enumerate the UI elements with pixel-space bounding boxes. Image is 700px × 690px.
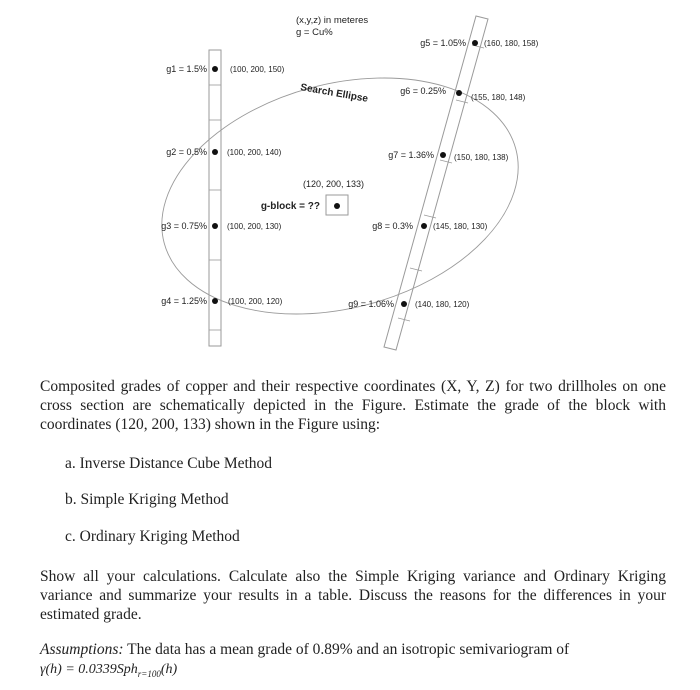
sample-coord: (100, 200, 150) xyxy=(230,65,285,74)
sample-label: g2 = 0.5% xyxy=(166,147,207,157)
sample-g6 xyxy=(400,86,525,102)
sample-point xyxy=(472,40,478,46)
sample-point xyxy=(212,66,218,72)
method-c: c. Ordinary Kriging Method xyxy=(65,528,240,545)
assumptions-body: The data has a mean grade of 0.89% and an isotropic semivariogram of xyxy=(123,641,570,658)
sample-label: g1 = 1.5% xyxy=(166,64,207,74)
sample-coord: (150, 180, 138) xyxy=(454,153,509,162)
sample-point xyxy=(212,223,218,229)
sample-coord: (155, 180, 148) xyxy=(471,93,526,102)
legend-coords: (x,y,z) in meteres xyxy=(296,15,369,26)
sample-label: g5 = 1.05% xyxy=(420,38,466,48)
sample-label: g6 = 0.25% xyxy=(400,86,446,96)
sample-point xyxy=(440,152,446,158)
sample-coord: (145, 180, 130) xyxy=(433,222,488,231)
sample-label: g4 = 1.25% xyxy=(161,296,207,306)
semivariogram-formula xyxy=(40,662,177,679)
assumptions xyxy=(40,640,666,659)
sample-coord: (140, 180, 120) xyxy=(415,300,470,309)
sample-label: g7 = 1.36% xyxy=(388,150,434,160)
block xyxy=(261,179,364,215)
formula-main: γ(h) = 0.0339Sph xyxy=(40,662,138,677)
sample-coord: (100, 200, 120) xyxy=(228,297,283,306)
block-coord: (120, 200, 133) xyxy=(303,179,365,189)
sample-point xyxy=(421,223,427,229)
assumptions-label: Assumptions: xyxy=(40,641,124,658)
problem-intro: Composited grades of copper and their respective coordinates (X, Y, Z) for two drillholes on one cross section are schematically depicted in the Figure. Estimate the grade of the block with coordinates (120, 200, 133) shown in the Figure using: xyxy=(40,378,666,433)
sample-point xyxy=(401,301,407,307)
formula-tail: (h) xyxy=(160,662,178,677)
sample-g1 xyxy=(166,64,284,74)
search-ellipse-label: Search Ellipse xyxy=(299,82,369,105)
instructions: Show all your calculations. Calculate also the Simple Kriging variance and Ordinary Kriging variance and summarize your results in a table. Discuss the reasons for the differences in your estimated grade. xyxy=(40,568,666,623)
sample-coord: (160, 180, 158) xyxy=(484,39,539,48)
sample-label: g3 = 0.75% xyxy=(161,221,207,231)
sample-point xyxy=(212,298,218,304)
sample-g2 xyxy=(166,147,281,157)
sample-label: g8 = 0.3% xyxy=(372,221,413,231)
method-a: a. Inverse Distance Cube Method xyxy=(65,455,273,472)
sample-coord: (100, 200, 130) xyxy=(227,222,282,231)
block-label: g-block = ?? xyxy=(260,201,320,212)
method-b: b. Simple Kriging Method xyxy=(65,491,229,508)
legend-grade: g = Cu% xyxy=(296,27,333,38)
block-point xyxy=(334,203,340,209)
sample-label: g9 = 1.06% xyxy=(348,299,394,309)
sample-point xyxy=(456,90,462,96)
sample-coord: (100, 200, 140) xyxy=(227,148,282,157)
formula-sub: r=100 xyxy=(137,668,161,679)
sample-point xyxy=(212,149,218,155)
